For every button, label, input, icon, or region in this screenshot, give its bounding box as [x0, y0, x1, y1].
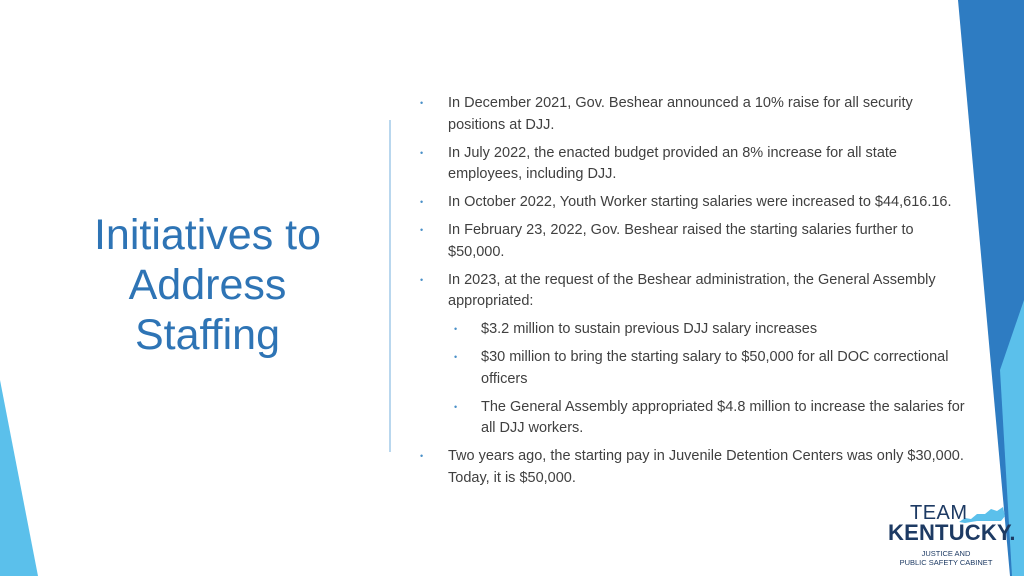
bullet-text: In 2023, at the request of the Beshear administration, the General Assembly appropriated:	[448, 271, 936, 309]
sub-bullet-item	[420, 397, 965, 440]
logo-subtitle-line2: PUBLIC SAFETY CABINET	[899, 558, 993, 567]
left-accent-shape	[0, 380, 38, 576]
bullet-icon: •	[420, 147, 424, 158]
bullet-text: In February 23, 2022, Gov. Beshear raised the starting salaries further to $50,000.	[448, 222, 914, 260]
bullet-icon: •	[454, 324, 458, 334]
vertical-divider	[389, 120, 391, 452]
bullet-list	[420, 93, 965, 496]
bullet-text: In December 2021, Gov. Beshear announced a 10% raise for all security positions at DJJ.	[448, 95, 913, 133]
title-line-1: Initiatives to	[93, 211, 322, 259]
logo-team-text: TEAM	[910, 502, 968, 524]
bullet-text: In October 2022, Youth Worker starting salaries were increased to $44,616.16.	[448, 194, 952, 210]
bullet-text: $3.2 million to sustain previous DJJ salary increases	[481, 321, 818, 337]
bullet-text: The General Assembly appropriated $4.8 million to increase the salaries for all DJJ workers.	[481, 398, 965, 436]
slide-title	[60, 210, 355, 360]
bullet-item	[420, 270, 965, 313]
bullet-item	[420, 192, 965, 214]
bullet-item	[420, 93, 965, 136]
bullet-text: $30 million to bring the starting salary to $50,000 for all DOC correctional officers	[481, 349, 949, 387]
sub-bullet-item	[420, 319, 965, 341]
bullet-icon: •	[420, 451, 424, 461]
bullet-icon: •	[420, 98, 424, 108]
bullet-icon: •	[420, 225, 424, 235]
bullet-text: Two years ago, the starting pay in Juvenile Detention Centers was only $30,000. Today, it is $50,000.	[448, 448, 964, 486]
bullet-item	[420, 220, 965, 263]
bullet-icon: •	[454, 401, 458, 412]
bullet-icon: •	[454, 352, 458, 362]
bullet-item	[420, 143, 965, 186]
bullet-icon: •	[420, 197, 424, 207]
logo-kentucky-text: KENTUCKY.	[888, 520, 1016, 545]
bullet-item	[420, 446, 965, 489]
team-kentucky-logo	[886, 503, 1016, 573]
bullet-icon: •	[420, 274, 424, 285]
title-line-3: Staffing	[134, 311, 281, 359]
logo-subtitle-line1: JUSTICE AND	[921, 549, 971, 558]
sub-bullet-item	[420, 347, 965, 390]
title-line-2: Address	[128, 261, 287, 309]
bullet-text: In July 2022, the enacted budget provided an 8% increase for all state employees, including DJJ.	[448, 144, 897, 182]
